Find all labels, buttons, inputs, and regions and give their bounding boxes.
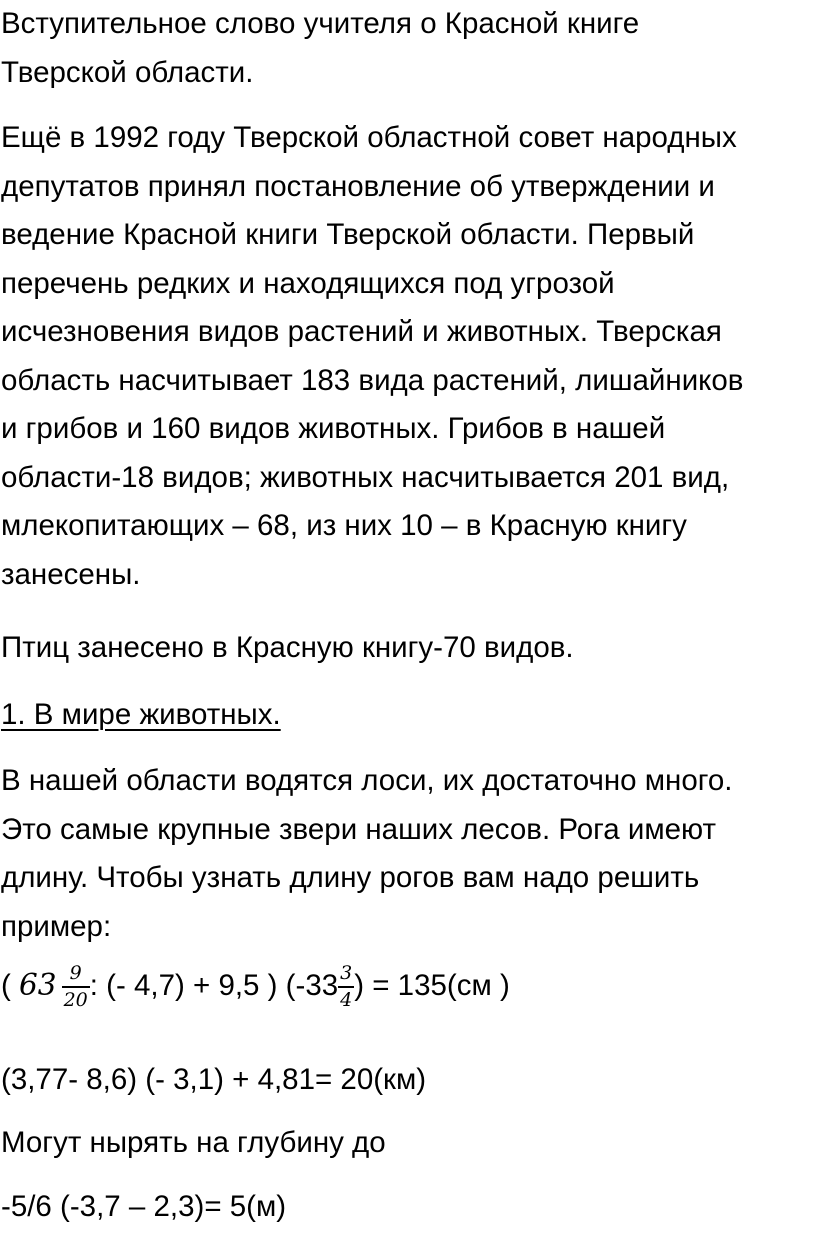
paragraph-line: пример: xyxy=(1,909,112,943)
eq1-fraction-1 xyxy=(62,964,90,1010)
paragraph-line: исчезновения видов растений и животных. Тверская xyxy=(1,315,722,348)
eq1-frac2-numerator: 3 xyxy=(338,964,354,988)
birds-paragraph xyxy=(0,624,574,673)
paragraph-line: перечень редких и находящихся под угрозой xyxy=(1,266,615,300)
intro-paragraph xyxy=(0,0,639,97)
paragraph-line: В нашей области водятся лоси, их достаточно много. xyxy=(1,764,733,797)
eq1-fraction-2 xyxy=(338,964,354,1010)
paragraph-line: область насчитывает 183 вида растений, лишайников xyxy=(1,363,744,397)
paragraph-line: области-18 видов; животных насчитывается 201 вид, xyxy=(1,460,730,494)
paragraph-line: млекопитающих – 68, из них 10 – в Красную книгу xyxy=(1,509,687,542)
dive-paragraph xyxy=(0,1119,386,1168)
intro-line: Тверской области. xyxy=(1,55,254,89)
section-heading-text: 1. В мире животных. xyxy=(1,698,281,731)
equation3-text: -5/6 (-3,7 – 2,3)= 5(м) xyxy=(1,1190,287,1223)
paragraph-line: депутатов принял постановление об утверждении и xyxy=(1,169,715,203)
eq1-open: ( xyxy=(1,968,20,1002)
eq1-frac1-denominator: 20 xyxy=(63,989,88,1011)
paragraph-line: и грибов и 160 видов животных. Грибов в нашей xyxy=(1,412,666,445)
paragraph-line: ведение Красной книги Тверской области. Первый xyxy=(1,218,695,251)
eq1-frac1-numerator: 9 xyxy=(62,964,90,988)
eq1-end: ) = 135(см ) xyxy=(354,968,510,1002)
paragraph-line: длину. Чтобы узнать длину рогов вам надо решить xyxy=(1,861,700,894)
dive-text: Могут нырять на глубину до xyxy=(1,1126,386,1159)
eq1-middle: : (- 4,7) + 9,5 ) (-33 xyxy=(89,968,339,1002)
animals-paragraph xyxy=(0,757,732,951)
equation-speed xyxy=(0,1056,426,1105)
equation-antler-length xyxy=(1,964,510,1010)
section-heading xyxy=(0,691,281,740)
intro-line: Вступительное слово учителя о Красной книге xyxy=(1,7,640,40)
eq1-frac2-denominator: 4 xyxy=(340,989,353,1011)
eq1-whole: 63 xyxy=(19,967,57,1002)
paragraph-line: Это самые крупные звери наших лесов. Рога имеют xyxy=(1,812,717,846)
paragraph-line: Ещё в 1992 году Тверской областной совет народных xyxy=(1,121,737,154)
main-paragraph xyxy=(0,114,743,599)
equation-depth xyxy=(0,1183,286,1232)
birds-line: Птиц занесено в Красную книгу-70 видов. xyxy=(1,631,574,664)
paragraph-line: занесены. xyxy=(1,557,141,591)
equation2-text: (3,77- 8,6) (- 3,1) + 4,81= 20(км) xyxy=(1,1063,427,1096)
